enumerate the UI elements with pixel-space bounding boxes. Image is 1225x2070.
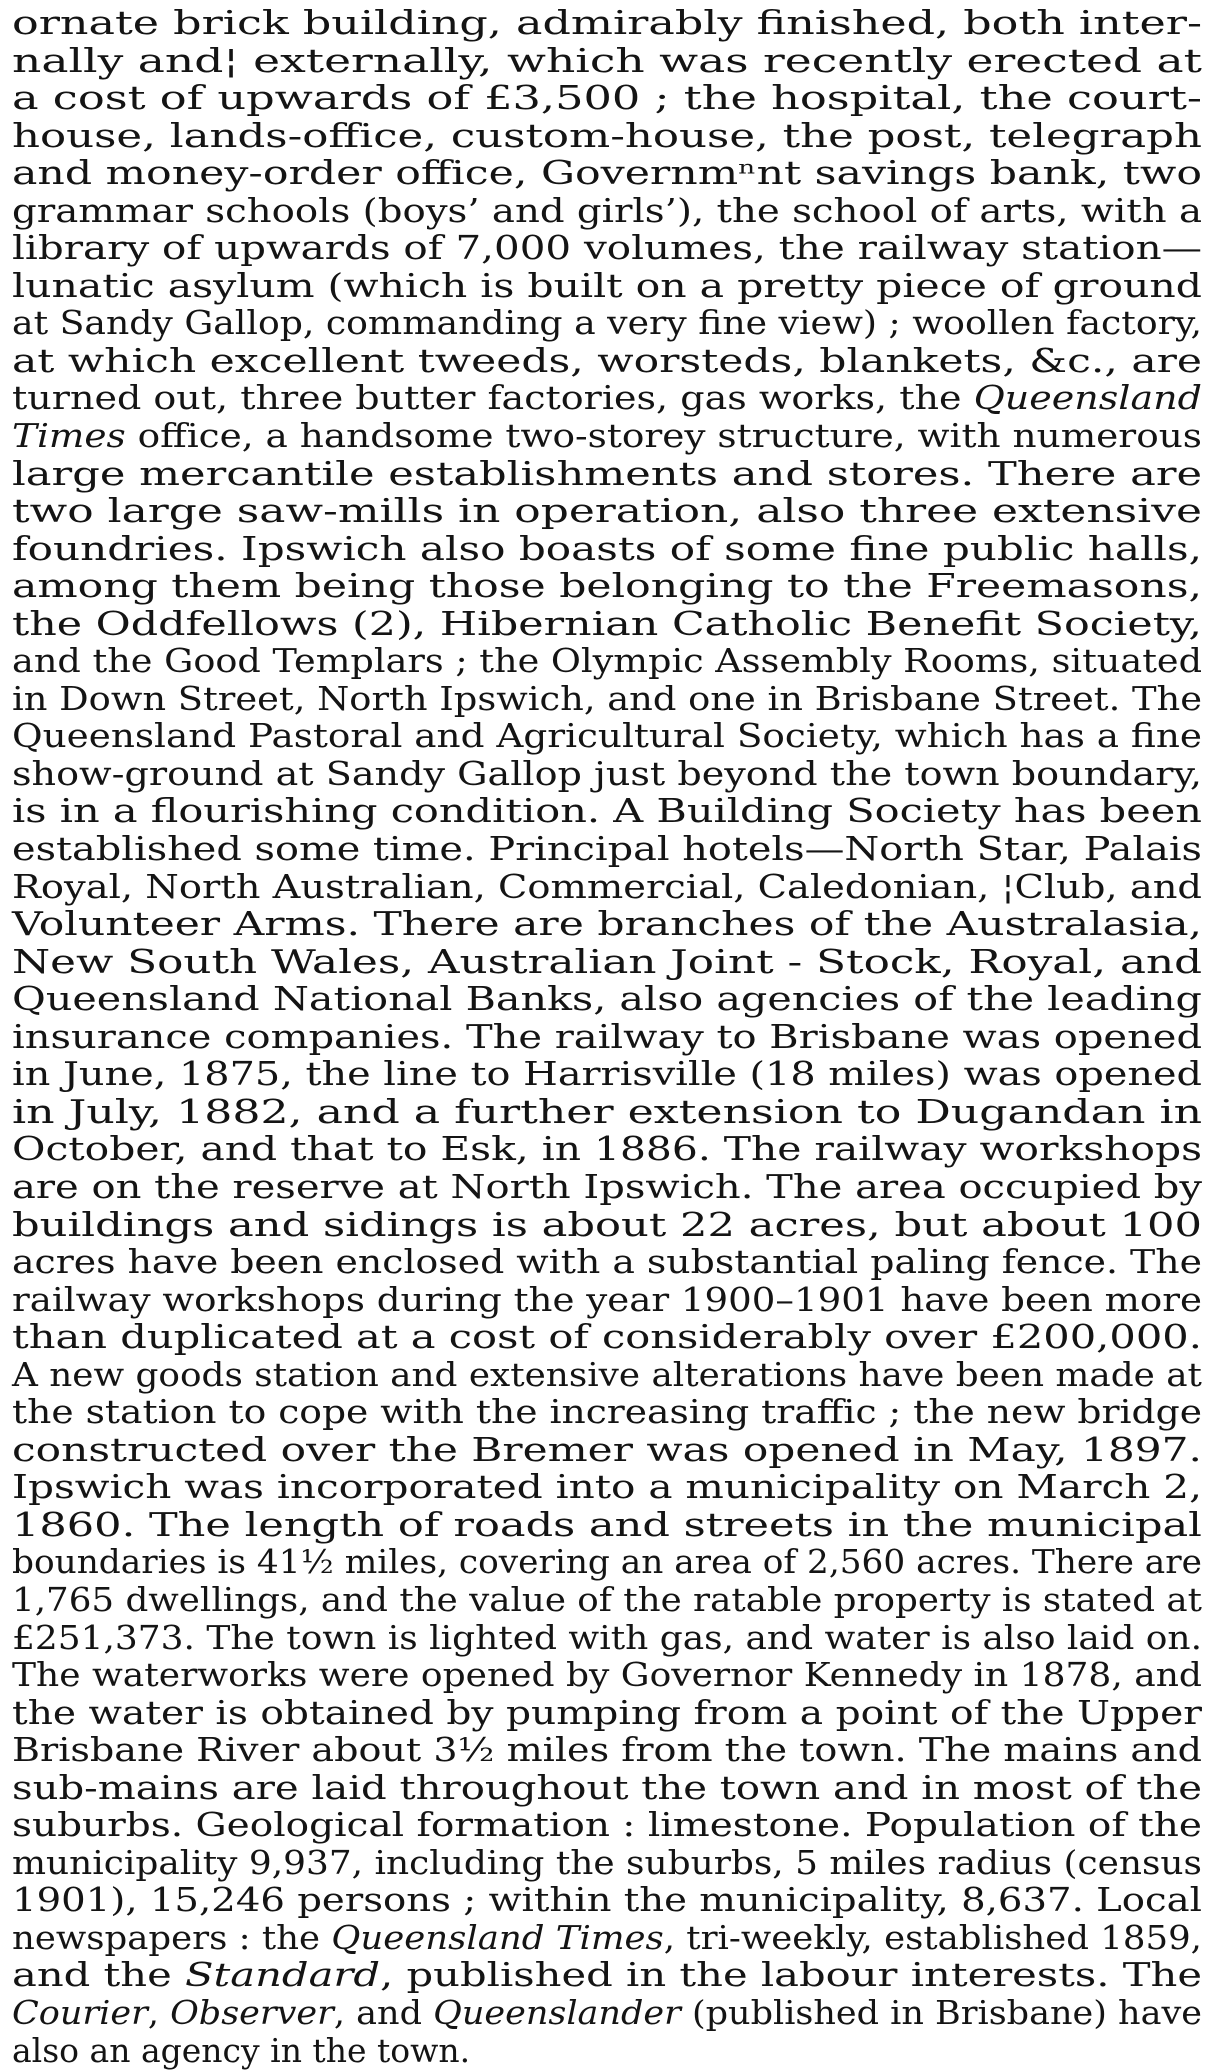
text-line: the Oddfellows (2), Hibernian Catholic Benefit Society, xyxy=(12,603,1202,643)
text-line: municipality 9,937, including the suburbs, 5 miles radius (census xyxy=(12,1842,1202,1882)
text-line: sub-mains are laid throughout the town and in most of the xyxy=(12,1767,1203,1807)
text-line: turned out, three butter factories, gas works, the Queensland xyxy=(12,378,1202,418)
text-line: acres have been enclosed with a substantial paling fence. The xyxy=(12,1242,1203,1282)
text-line: two large saw-mills in operation, also three extensive xyxy=(12,491,1202,531)
text-line: Queensland Pastoral and Agricultural Society, which has a fine xyxy=(12,716,1202,756)
text-line: in June, 1875, the line to Harrisville (18 miles) was opened xyxy=(12,1054,1202,1094)
text-line: is in a flourishing condition. A Building Society has been xyxy=(12,791,1202,831)
text-line: are on the reserve at North Ipswich. The area occupied by xyxy=(12,1166,1203,1206)
text-line: constructed over the Bremer was opened in May, 1897. xyxy=(12,1429,1202,1469)
text-line: The waterworks were opened by Governor Kennedy in 1878, and xyxy=(12,1655,1202,1695)
text-line: and money-order office, Governmⁿnt savings bank, two xyxy=(12,153,1203,193)
text-line: Royal, North Australian, Commercial, Caledonian, ¦Club, and xyxy=(12,866,1203,906)
text-line: also an agency in the town. xyxy=(12,2030,471,2070)
text-line: at Sandy Gallop, commanding a very fine view) ; woollen factory, xyxy=(12,303,1203,343)
text-line: and the Good Templars ; the Olympic Assembly Rooms, situated xyxy=(12,641,1203,681)
text-line: newspapers : the Queensland Times, tri-weekly, established 1859, xyxy=(12,1917,1202,1957)
text-line: October, and that to Esk, in 1886. The railway workshops xyxy=(12,1129,1203,1169)
text-line: ornate brick building, admirably finished, both inter- xyxy=(12,3,1202,42)
text-line: the water is obtained by pumping from a point of the Upper xyxy=(12,1692,1202,1732)
text-line: Brisbane River about 3½ miles from the town. The mains and xyxy=(12,1730,1203,1770)
text-line: suburbs. Geological formation : limestone. Population of the xyxy=(12,1805,1202,1845)
text-line: library of upwards of 7,000 volumes, the railway station— xyxy=(12,228,1203,268)
text-line: in Down Street, North Ipswich, and one in Brisbane Street. The xyxy=(12,678,1203,718)
text-line: £251,373. The town is lighted with gas, and water is also laid on. xyxy=(12,1617,1203,1657)
text-line: large mercantile establishments and stores. There are xyxy=(12,453,1203,493)
text-line: buildings and sidings is about 22 acres, but about 100 xyxy=(12,1204,1202,1244)
text-line: nally and¦ externally, which was recently erected at xyxy=(12,40,1202,80)
text-line: boundaries is 41½ miles, covering an area of 2,560 acres. There are xyxy=(12,1542,1202,1582)
text-line: A new goods station and extensive alterations have been made at xyxy=(12,1354,1202,1394)
text-line: Volunteer Arms. There are branches of the Australasia, xyxy=(12,904,1202,944)
text-line: lunatic asylum (which is built on a pretty piece of ground xyxy=(12,265,1202,305)
text-line: and the Standard, published in the labour interests. The xyxy=(12,1955,1203,1995)
text-line: in July, 1882, and a further extension to Dugandan in xyxy=(12,1091,1203,1131)
article-text xyxy=(12,4,1202,2069)
text-line: Times office, a handsome two-storey structure, with numerous xyxy=(12,416,1203,456)
text-line: show-ground at Sandy Gallop just beyond the town boundary, xyxy=(12,753,1203,793)
text-line: railway workshops during the year 1900–1901 have been more xyxy=(12,1279,1202,1319)
text-line: house, lands-office, custom-house, the post, telegraph xyxy=(12,115,1202,155)
text-line: among them being those belonging to the Freemasons, xyxy=(12,566,1203,606)
text-line: the station to cope with the increasing traffic ; the new bridge xyxy=(12,1392,1202,1432)
text-line: than duplicated at a cost of considerably over £200,000. xyxy=(12,1317,1202,1357)
text-line: established some time. Principal hotels—North Star, Palais xyxy=(12,829,1202,869)
text-line: 1860. The length of roads and streets in the municipal xyxy=(12,1504,1202,1544)
text-line: insurance companies. The railway to Brisbane was opened xyxy=(12,1016,1203,1056)
text-line: 1901), 15,246 persons ; within the municipality, 8,637. Local xyxy=(12,1880,1203,1920)
text-line: a cost of upwards of £3,500 ; the hospital, the court- xyxy=(12,78,1203,118)
text-line: foundries. Ipswich also boasts of some fine public halls, xyxy=(12,528,1202,568)
text-line: New South Wales, Australian Joint - Stock, Royal, and xyxy=(12,941,1203,981)
text-line: Courier, Observer, and Queenslander (published in Brisbane) have xyxy=(12,1992,1202,2032)
text-line: at which excellent tweeds, worsteds, blankets, &c., are xyxy=(12,340,1203,380)
text-line: grammar schools (boys’ and girls’), the school of arts, with a xyxy=(12,190,1203,230)
text-line: Queensland National Banks, also agencies of the leading xyxy=(12,979,1202,1019)
text-line: Ipswich was incorporated into a municipality on March 2, xyxy=(12,1467,1202,1507)
text-line: 1,765 dwellings, and the value of the ratable property is stated at xyxy=(12,1579,1202,1619)
